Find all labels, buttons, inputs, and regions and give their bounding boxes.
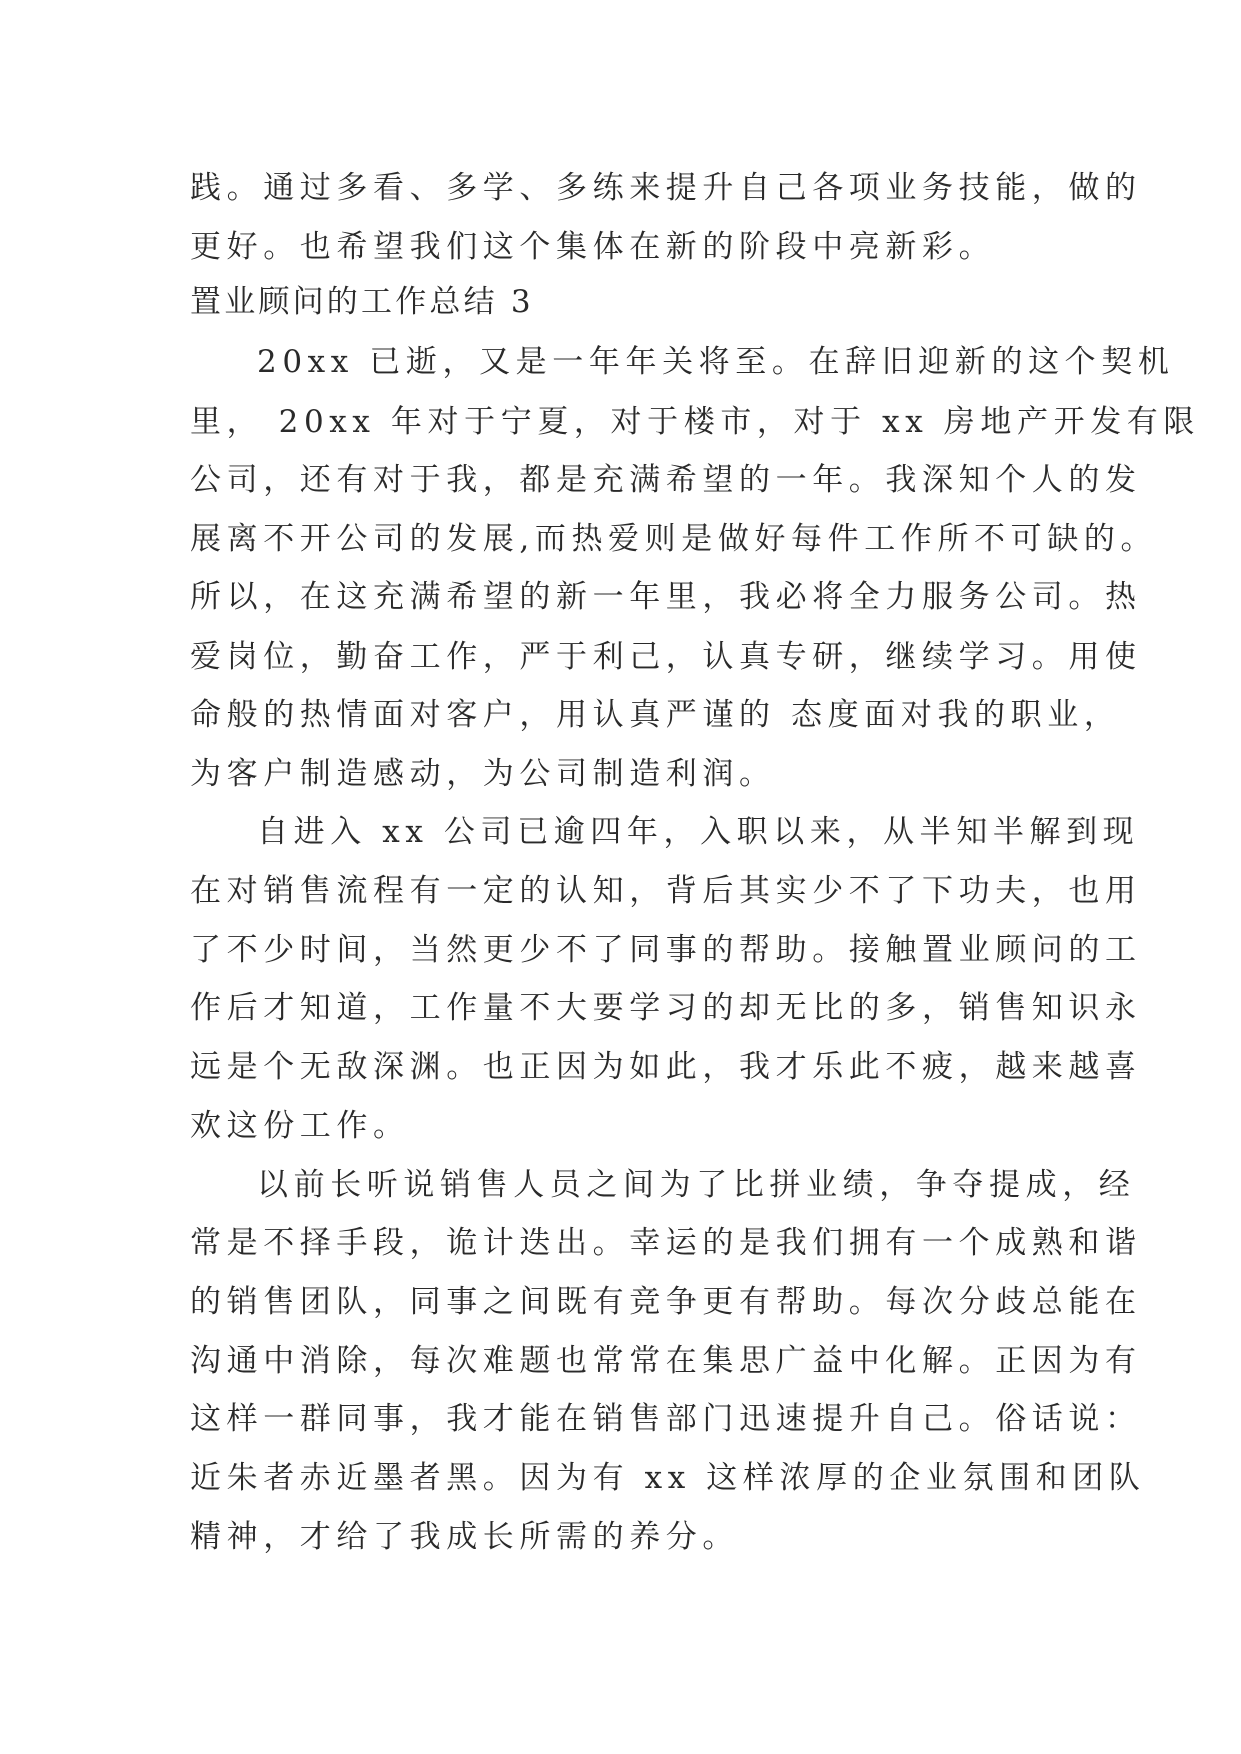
- text-line: 的销售团队，同事之间既有竞争更有帮助。每次分歧总能在: [190, 1284, 1142, 1320]
- text-line: 展离不开公司的发展,而热爱则是做好每件工作所不可缺的。: [190, 521, 1158, 557]
- text-line: 所以，在这充满希望的新一年里，我必将全力服务公司。热: [190, 579, 1142, 615]
- text-line: 作后才知道，工作量不大要学习的却无比的多，销售知识永: [190, 990, 1142, 1026]
- text-line: 20xx 已逝，又是一年年关将至。在辞旧迎新的这个契机: [257, 344, 1175, 380]
- text-line: 自进入 xx 公司已逾四年，入职以来，从半知半解到现: [257, 814, 1140, 850]
- text-line: 践。通过多看、多学、多练来提升自己各项业务技能，做的: [190, 170, 1142, 206]
- text-line: 远是个无敌深渊。也正因为如此，我才乐此不疲，越来越喜: [190, 1049, 1142, 1085]
- text-line: 近朱者赤近墨者黑。因为有 xx 这样浓厚的企业氛围和团队: [190, 1460, 1146, 1496]
- text-line: 沟通中消除，每次难题也常常在集思广益中化解。正因为有: [190, 1343, 1142, 1379]
- text-line: 常是不择手段，诡计迭出。幸运的是我们拥有一个成熟和谐: [190, 1225, 1142, 1261]
- text-line: 爱岗位，勤奋工作，严于利己，认真专研，继续学习。用使: [190, 639, 1142, 675]
- text-line: 以前长听说销售人员之间为了比拼业绩，争夺提成，经: [257, 1167, 1136, 1203]
- text-line: 精神，才给了我成长所需的养分。: [190, 1519, 739, 1555]
- section-heading: 置业顾问的工作总结 3: [190, 284, 534, 320]
- text-line: 公司，还有对于我，都是充满希望的一年。我深知个人的发: [190, 462, 1142, 498]
- text-line: 了不少时间，当然更少不了同事的帮助。接触置业顾问的工: [190, 932, 1142, 968]
- text-line: 命般的热情面对客户，用认真严谨的 态度面对我的职业，: [190, 697, 1121, 733]
- text-line: 这样一群同事，我才能在销售部门迅速提升自己。俗话说：: [190, 1401, 1142, 1437]
- text-line: 为客户制造感动，为公司制造利润。: [190, 756, 776, 792]
- text-line: 在对销售流程有一定的认知，背后其实少不了下功夫，也用: [190, 873, 1142, 909]
- text-line: 里， 20xx 年对于宁夏，对于楼市，对于 xx 房地产开发有限: [190, 404, 1200, 440]
- text-line: 欢这份工作。: [190, 1108, 410, 1144]
- text-line: 更好。也希望我们这个集体在新的阶段中亮新彩。: [190, 229, 996, 265]
